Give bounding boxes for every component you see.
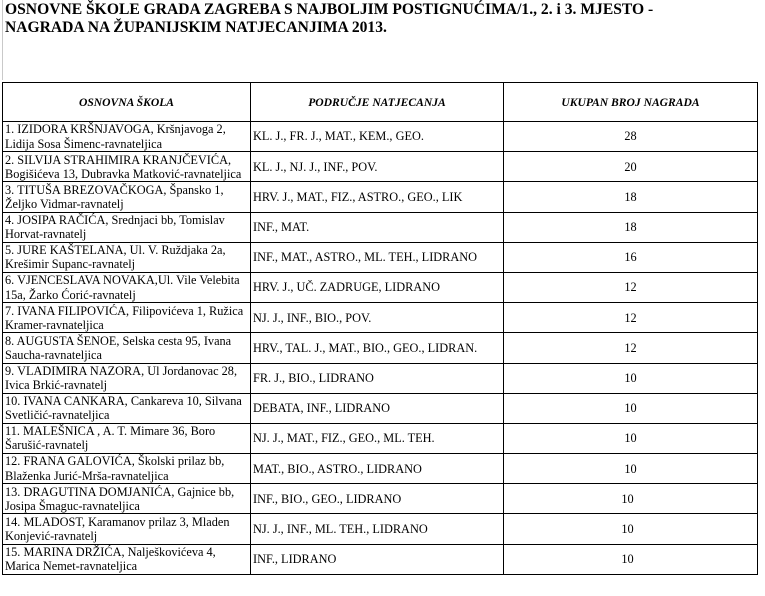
total-awards-cell: 12: [504, 333, 758, 363]
competition-area-cell: INF., MAT.: [251, 212, 504, 242]
total-awards-cell: 10: [504, 484, 758, 514]
header-school: OSNOVNA ŠKOLA: [3, 83, 251, 122]
school-cell: 11. MALEŠNICA , A. T. Mimare 36, Boro Šarušić-ravnatelj: [3, 423, 251, 453]
total-awards-cell: 10: [504, 363, 758, 393]
total-awards-cell: 28: [504, 122, 758, 152]
competition-area-cell: MAT., BIO., ASTRO., LIDRANO: [251, 454, 504, 484]
competition-area-cell: NJ. J., INF., ML. TEH., LIDRANO: [251, 514, 504, 544]
table-row: [3, 393, 758, 423]
table-row: [3, 333, 758, 363]
total-awards-cell: 10: [504, 514, 758, 544]
competition-area-cell: NJ. J., INF., BIO., POV.: [251, 303, 504, 333]
competition-area-cell: HRV., TAL. J., MAT., BIO., GEO., LIDRAN.: [251, 333, 504, 363]
school-cell: 4. JOSIPA RAČIĆA, Srednjaci bb, Tomislav Horvat-ravnatelj: [3, 212, 251, 242]
table-row: [3, 122, 758, 152]
competition-area-cell: INF., MAT., ASTRO., ML. TEH., LIDRANO: [251, 242, 504, 272]
school-cell: 15. MARINA DRŽIĆA, Nalješkovićeva 4, Marica Nemet-ravnateljica: [3, 544, 251, 574]
competition-area-cell: INF., BIO., GEO., LIDRANO: [251, 484, 504, 514]
total-awards-cell: 10: [504, 393, 758, 423]
school-cell: 6. VJENCESLAVA NOVAKA,Ul. Vile Velebita 15a, Žarko Ćorić-ravnatelj: [3, 272, 251, 302]
document-title: OSNOVNE ŠKOLE GRADA ZAGREBA S NAJBOLJIM POSTIGNUĆIMA/1., 2. i 3. MJESTO - NAGRADA NA ŽUPANIJSKIM NATJECANJIMA 2013.: [5, 1, 654, 36]
total-awards-cell: 12: [504, 272, 758, 302]
header-competition-area: PODRUČJE NATJECANJA: [251, 83, 504, 122]
competition-area-cell: HRV. J., MAT., FIZ., ASTRO., GEO., LIK: [251, 182, 504, 212]
school-cell: 9. VLADIMIRA NAZORA, Ul Jordanovac 28, Ivica Brkić-ravnatelj: [3, 363, 251, 393]
school-cell: 13. DRAGUTINA DOMJANIĆA, Gajnice bb, Josipa Šmaguc-ravnateljica: [3, 484, 251, 514]
total-awards-cell: 12: [504, 303, 758, 333]
awards-table: [2, 82, 758, 575]
table-row: [3, 272, 758, 302]
table-row: [3, 303, 758, 333]
table-header-row: [3, 83, 758, 122]
total-awards-cell: 18: [504, 182, 758, 212]
school-cell: 1. IZIDORA KRŠNJAVOGA, Kršnjavoga 2, Lidija Sosa Šimenc-ravnateljica: [3, 122, 251, 152]
total-awards-cell: 18: [504, 212, 758, 242]
table-row: [3, 544, 758, 574]
competition-area-cell: KL. J., NJ. J., INF., POV.: [251, 152, 504, 182]
competition-area-cell: HRV. J., UČ. ZADRUGE, LIDRANO: [251, 272, 504, 302]
competition-area-cell: NJ. J., MAT., FIZ., GEO., ML. TEH.: [251, 423, 504, 453]
table-row: [3, 363, 758, 393]
table-row: [3, 454, 758, 484]
table-row: [3, 182, 758, 212]
competition-area-cell: DEBATA, INF., LIDRANO: [251, 393, 504, 423]
school-cell: 5. JURE KAŠTELANA, Ul. V. Ruždjaka 2a, Krešimir Supanc-ravnatelj: [3, 242, 251, 272]
school-cell: 10. IVANA CANKARA, Cankareva 10, Silvana Svetličić-ravnateljica: [3, 393, 251, 423]
table-row: [3, 152, 758, 182]
table-row: [3, 242, 758, 272]
competition-area-cell: FR. J., BIO., LIDRANO: [251, 363, 504, 393]
total-awards-cell: 10: [504, 454, 758, 484]
school-cell: 14. MLADOST, Karamanov prilaz 3, Mladen Konjević-ravnatelj: [3, 514, 251, 544]
header-total-awards: UKUPAN BROJ NAGRADA: [504, 83, 758, 122]
table-row: [3, 514, 758, 544]
competition-area-cell: INF., LIDRANO: [251, 544, 504, 574]
school-cell: 2. SILVIJA STRAHIMIRA KRANJČEVIĆA, Bogišićeva 13, Dubravka Matković-ravnateljica: [3, 152, 251, 182]
total-awards-cell: 10: [504, 423, 758, 453]
table-row: [3, 423, 758, 453]
school-cell: 8. AUGUSTA ŠENOE, Selska cesta 95, Ivana Saucha-ravnateljica: [3, 333, 251, 363]
total-awards-cell: 20: [504, 152, 758, 182]
total-awards-cell: 16: [504, 242, 758, 272]
page-left-rule: [2, 0, 3, 80]
table-row: [3, 484, 758, 514]
school-cell: 3. TITUŠA BREZOVAČKOGA, Špansko 1, Željko Vidmar-ravnatelj: [3, 182, 251, 212]
competition-area-cell: KL. J., FR. J., MAT., KEM., GEO.: [251, 122, 504, 152]
table-row: [3, 212, 758, 242]
school-cell: 12. FRANA GALOVIĆA, Školski prilaz bb, Blaženka Jurić-Mrša-ravnateljica: [3, 454, 251, 484]
school-cell: 7. IVANA FILIPOVIĆA, Filipovićeva 1, Ružica Kramer-ravnateljica: [3, 303, 251, 333]
total-awards-cell: 10: [504, 544, 758, 574]
